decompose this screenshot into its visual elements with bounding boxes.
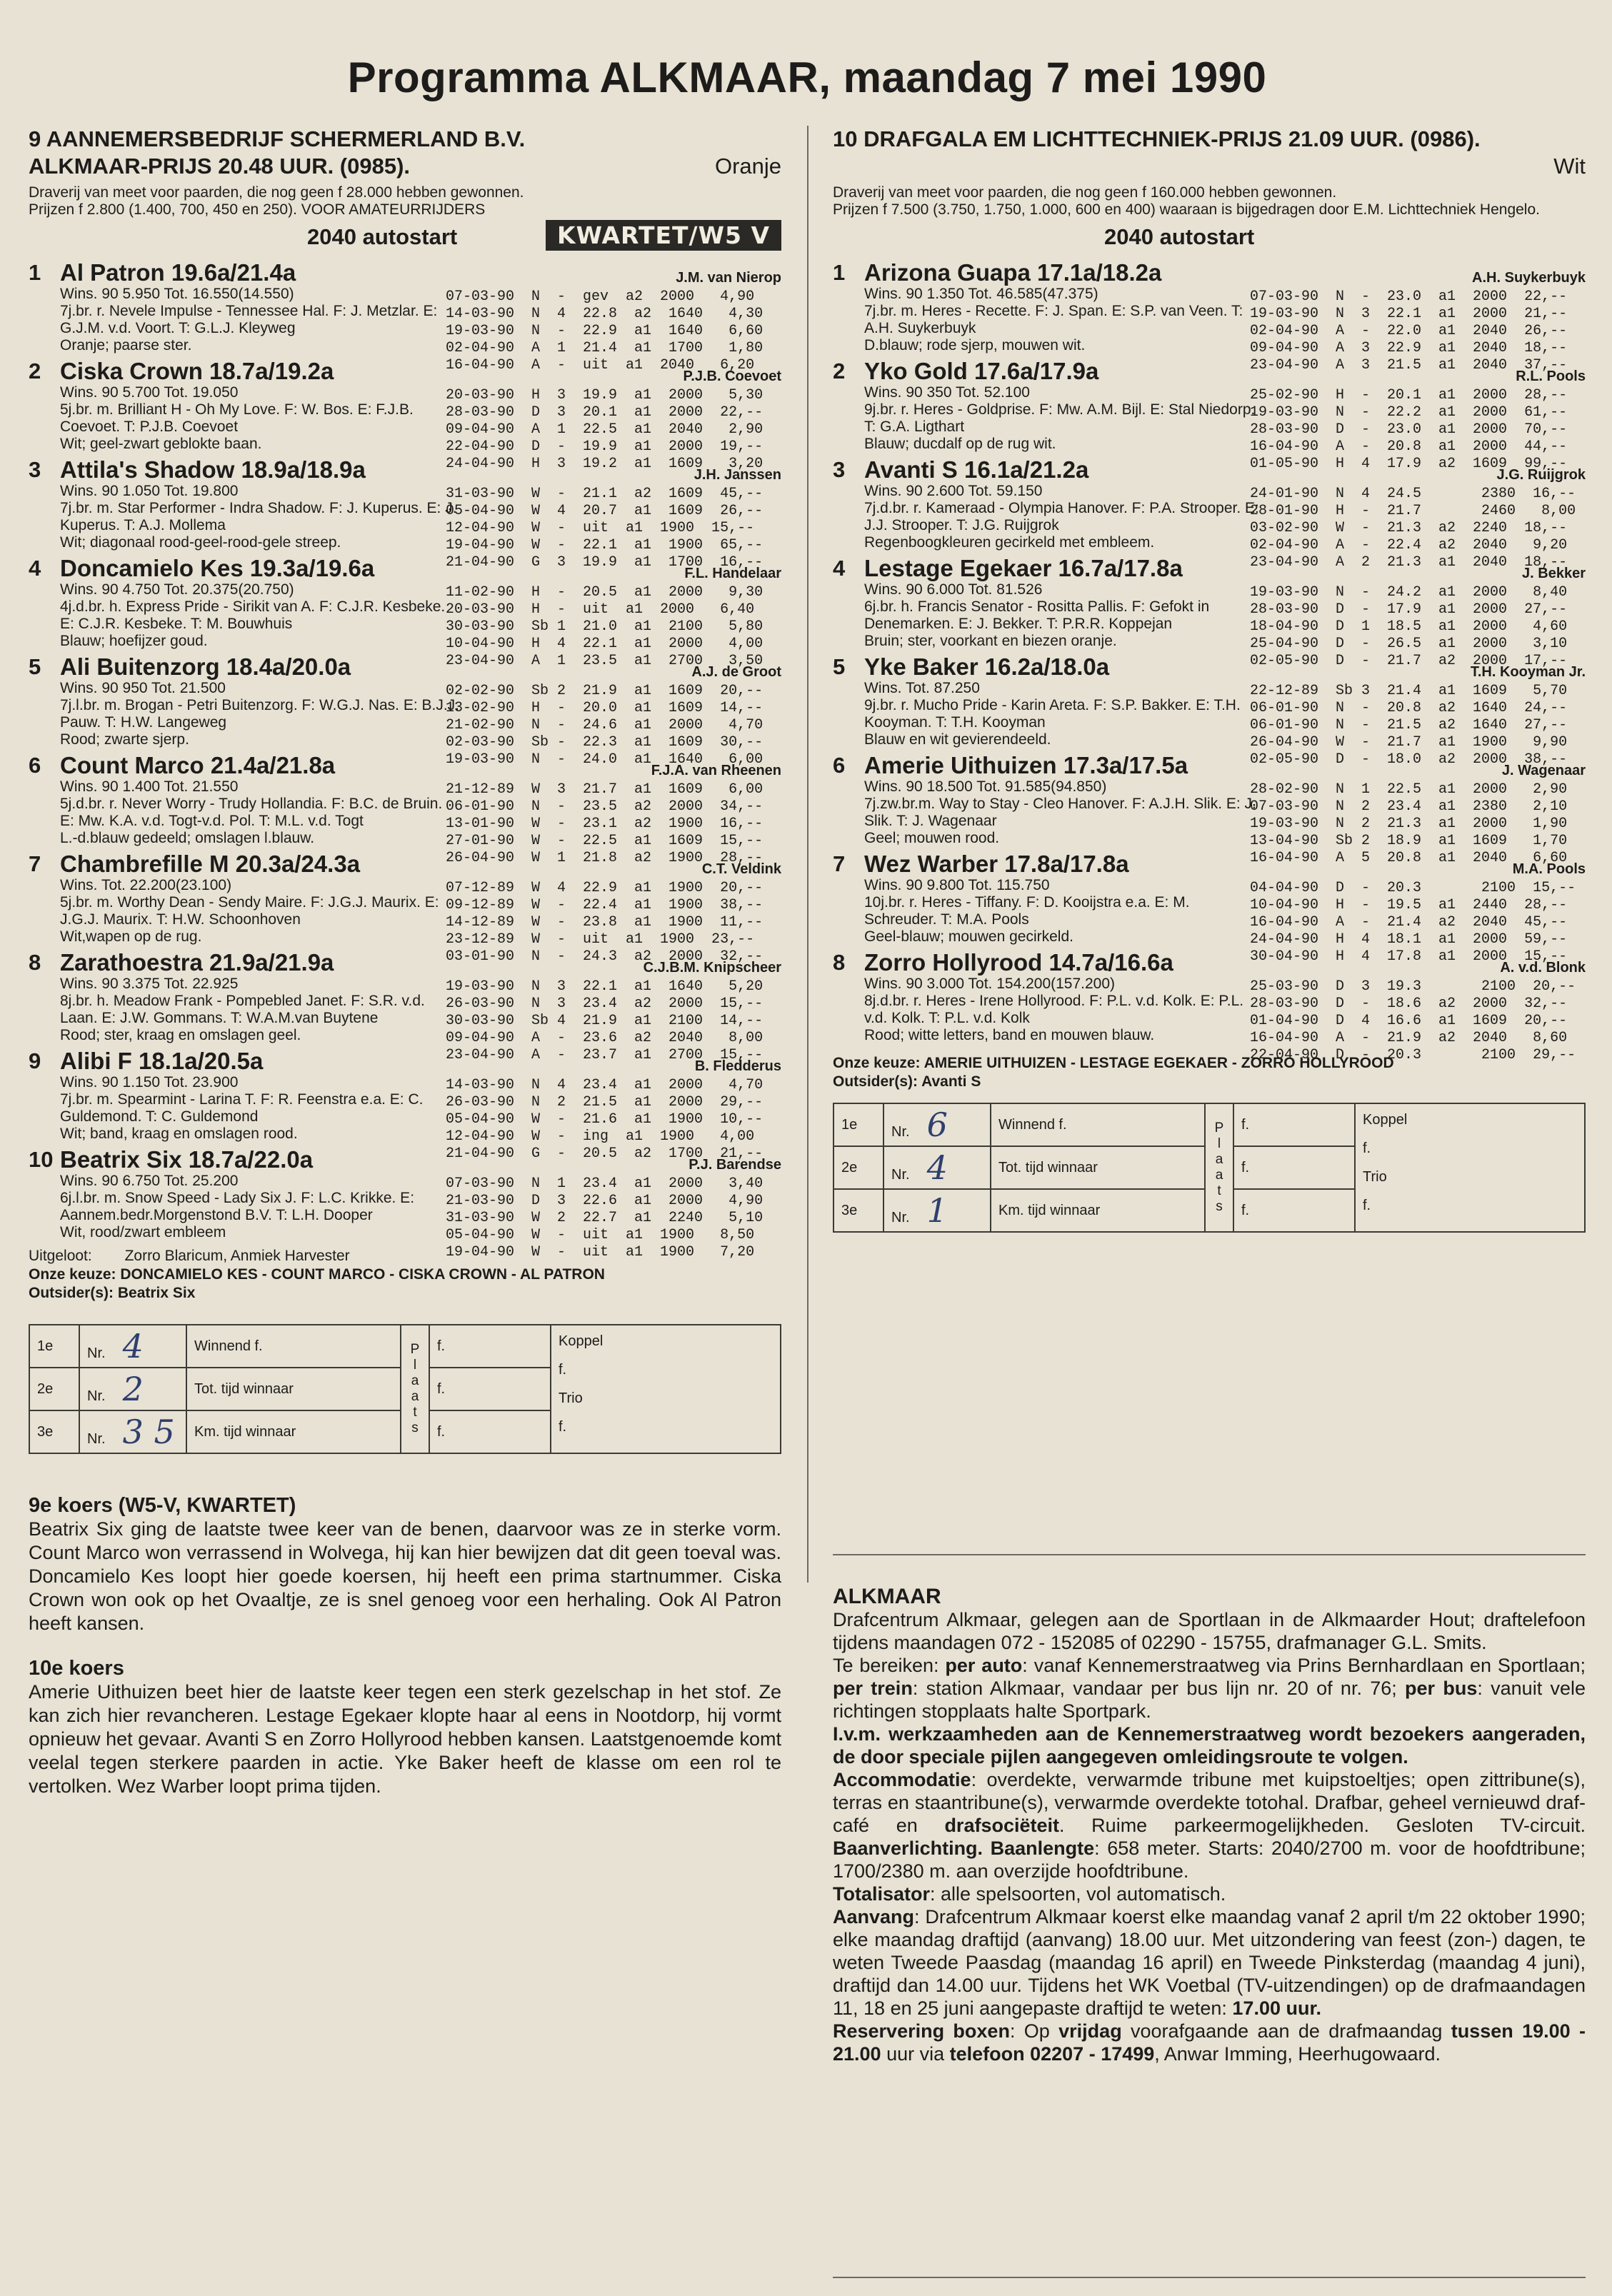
horse-form-table: 19-03-90 N 3 22.1 a1 1640 5,20 26-03-90 N 3 23.4 a2 2000 15,-- 30-03-90 Sb 4 21.9 a1 2100 14,-- 09-04-90 A - 23.6 a2 2040 8,00 23-04-90 A - 23.7 a1 2700 15,-- <box>446 978 764 1063</box>
article-race-9-text: Beatrix Six ging de laatste twee keer van de benen, daarvoor was ze in sterke vorm. Count Marco won verrassend in Wolvega, hij kan hier bewijzen dat dit geen toeval was. Doncamielo Kes loopt hier goede koersen, hij heeft een prima startnummer. Ciska Crown won ook op het Ovaaltje, ze is snel genoeg voor een herhaling. Ook Al Patron heeft kansen. <box>29 1518 781 1634</box>
horse-number: 6 <box>29 753 41 778</box>
race-9-title: 9 AANNEMERSBEDRIJF SCHERMERLAND B.V. <box>29 126 526 151</box>
horse-description: Wins. 90 3.375 Tot. 22.925 8j.br. h. Meadow Frank - Pompebled Janet. F: S.R. v.d. Laan. E: J.W. Gommans. T: W.A.M.van Buytene Rood; ster, kraag en omslagen geel. <box>60 976 425 1043</box>
track-info-p6: Aanvang: Drafcentrum Alkmaar koerst elke maandag vanaf 2 april t/m 22 oktober 1990; elke maandag draftijd (aanvang) 18.00 uur. Met uitzondering van feest (zon-) dagen, te weten Tweede Paasdag (maandag 16 april) en Tweede Pinksterdag (maandag 4 juni), draftijd dan 14.00 uur. Tijdens het WK Voetbal (TV-uitzendingen) op de drafmaandagen 11, 18 en 25 juni aangepaste draftijd te weten: 17.00 uur. <box>833 1906 1586 2019</box>
horse-description: Wins. 90 1.150 Tot. 23.900 7j.br. m. Spearmint - Larina T. F: R. Feenstra e.a. E: C. Guldemond. T: C. Guldemond Wit; band, kraag en omslagen rood. <box>60 1074 424 1142</box>
horse-name: Lestage Egekaer 16.7a/17.8a <box>864 555 1183 581</box>
horse-form-table: 22-12-89 Sb 3 21.4 a1 1609 5,70 06-01-90 N - 20.8 a2 1640 24,-- 06-01-90 N - 21.5 a2 1640 27,-- 26-04-90 W - 21.7 a1 1900 9,90 02-05-90 D - 18.0 a2 2000 38,-- <box>1250 683 1568 768</box>
horse-nr-cell: Nr. 6 <box>883 1103 991 1146</box>
handwritten-number: 4 <box>122 1327 144 1365</box>
horse-name: Doncamielo Kes 19.3a/19.6a <box>60 555 375 581</box>
horse-form-table: 25-02-90 H - 20.1 a1 2000 28,-- 19-03-90 N - 22.2 a1 2000 61,-- 28-03-90 D - 23.0 a1 2000 70,-- 16-04-90 A - 20.8 a1 2000 44,-- 01-05-90 H 4 17.9 a2 1609 99,-- <box>1250 387 1568 472</box>
horse-number: 1 <box>833 260 846 285</box>
horse-description: Wins. 90 2.600 Tot. 59.150 7j.d.br. r. Kameraad - Olympia Hanover. F: P.A. Strooper. E: J.J. Strooper. T: J.G. Ruijgrok Regenboogkleuren gecirkeld met embleem. <box>864 483 1259 551</box>
winner-label: Km. tijd winnaar <box>186 1410 401 1453</box>
race-9-title-line2: ALKMAAR-PRIJS 20.48 UUR. (0985). Oranje <box>29 154 781 179</box>
winner-label: Winnend f. <box>186 1325 401 1368</box>
horse-trainer: C.J.B.M. Knipscheer <box>643 960 781 976</box>
track-info-p4: Accommodatie: overdekte, verwarmde tribune met kuipstoeltjes; open zittribune(s), terras en staantribune(s), verwarmde overdekte totohal. Drafbar, geheel vernieuwd draf-café en drafsociëteit. Ruime parkeermogelijkheden. Gesloten TV-circuit. Baanverlichting. Baanlengte: 658 meter. Starts: 2040/2700 m. voor de hoofdtribune; 1700/2380 m. aan overzijde hoofdtribune. <box>833 1769 1586 1882</box>
kwartet-badge: KWARTET/W5 V <box>546 220 781 251</box>
horse-nr-cell: Nr. 1 <box>883 1189 991 1232</box>
horse-name: Ciska Crown 18.7a/19.2a <box>60 358 334 384</box>
horse-trainer: J.G. Ruijgrok <box>1496 467 1586 483</box>
payout-cell: f. <box>1233 1189 1355 1232</box>
horse-number: 8 <box>29 950 41 975</box>
horse-form-table: 11-02-90 H - 20.5 a1 2000 9,30 20-03-90 H - uit a1 2000 6,40 30-03-90 Sb 1 21.0 a1 2100 5,80 10-04-90 H 4 22.1 a1 2000 4,00 23-04-90 A 1 23.5 a1 2700 3,50 <box>446 584 764 669</box>
horse-name: Arizona Guapa 17.1a/18.2a <box>864 259 1162 286</box>
payout-cell: f. <box>429 1325 551 1368</box>
horse-name: Alibi F 18.1a/20.5a <box>60 1048 264 1074</box>
horse-name: Yke Baker 16.2a/18.0a <box>864 653 1110 680</box>
track-info-p2: Te bereiken: per auto: vanaf Kennemerstraatweg via Prins Bernhardlaan en Sportlaan; per trein: station Alkmaar, vandaar per bus lijn nr. 20 of nr. 76; per bus: vanuit vele richtingen stopplaats halte Sportpark. <box>833 1655 1586 1722</box>
race-10-start: 2040 autostart <box>1104 224 1255 249</box>
horse-form-table: 24-01-90 N 4 24.5 2380 16,-- 28-01-90 H - 21.7 2460 8,00 03-02-90 W - 21.3 a2 2240 18,-- 02-04-90 A - 22.4 a2 2040 9,20 23-04-90 A 2 21.3 a1 2040 18,-- <box>1250 486 1576 571</box>
horse-trainer: R.L. Pools <box>1516 369 1586 384</box>
info-bottom-rule <box>833 2277 1586 2278</box>
horse-trainer: C.T. Veldink <box>701 861 781 877</box>
horse-description: Wins. 90 6.000 Tot. 81.526 6j.br. h. Francis Senator - Rositta Pallis. F: Gefokt in Denemarken. E: J. Bekker. T: P.R.R. Koppejan Bruin; ster, voorkant en biezen oranje. <box>864 581 1210 649</box>
horse-description: Wins. 90 1.050 Tot. 19.800 7j.br. m. Star Performer - Indra Shadow. F: J. Kuperus. E: J. Kuperus. T: A.J. Mollema Wit; diagonaal rood-geel-rood-gele streep. <box>60 483 457 551</box>
horse-form-table: 28-02-90 N 1 22.5 a1 2000 2,90 07-03-90 N 2 23.4 a1 2380 2,10 19-03-90 N 2 21.3 a1 2000 1,90 13-04-90 Sb 2 18.9 a1 1609 1,70 16-04-90 A 5 20.8 a1 2040 6,60 <box>1250 781 1568 866</box>
horse-trainer: A.H. Suykerbuyk <box>1472 270 1586 286</box>
payout-cell: f. <box>1233 1146 1355 1189</box>
race-9-conditions: Draverij van meet voor paarden, die nog geen f 28.000 hebben gewonnen. Prijzen f 2.800 (1.400, 700, 450 en 250). VOOR AMATEURRIJDERS <box>29 184 524 218</box>
horse-form-table: 07-03-90 N - gev a2 2000 4,90 14-03-90 N 4 22.8 a2 1640 4,30 19-03-90 N - 22.9 a1 1640 6,60 02-04-90 A 1 21.4 a1 1700 1,80 16-04-90 A - uit a1 2040 6,20 <box>446 289 764 374</box>
horse-name: Yko Gold 17.6a/17.9a <box>864 358 1099 384</box>
race-10 <box>833 126 1586 1233</box>
horse-number: 2 <box>29 359 41 383</box>
place-label: 1e <box>833 1103 883 1146</box>
horse-trainer: A.J. de Groot <box>691 664 781 680</box>
article-race-10-title: 10e koers <box>29 1657 124 1680</box>
horse-number: 10 <box>29 1147 54 1172</box>
horse-form-table: 07-12-89 W 4 22.9 a1 1900 20,-- 09-12-89 W - 22.4 a1 1900 38,-- 14-12-89 W - 23.8 a1 1900 11,-- 23-12-89 W - uit a1 1900 23,-- 03-01-90 N - 24.3 a2 2000 32,-- <box>446 880 764 965</box>
horse-description: Wins. 90 950 Tot. 21.500 7j.l.br. m. Brogan - Petri Buitenzorg. F: W.G.J. Nas. E: B.J.J. Pauw. T: H.W. Langeweg Rood; zwarte sjerp. <box>60 680 460 748</box>
payout-cell: f. <box>429 1368 551 1410</box>
winner-label: Winnend f. <box>991 1103 1205 1146</box>
race-9-pick: Onze keuze: DONCAMIELO KES - COUNT MARCO - CISKA CROWN - AL PATRON <box>29 1266 605 1283</box>
horse-name: Attila's Shadow 18.9a/18.9a <box>60 456 366 483</box>
race-9-outsider: Outsider(s): Beatrix Six <box>29 1285 196 1301</box>
race-9-heading <box>29 126 781 180</box>
horse-form-table: 21-12-89 W 3 21.7 a1 1609 6,00 06-01-90 N - 23.5 a2 2000 34,-- 13-01-90 W - 23.1 a2 1900 16,-- 27-01-90 W - 22.5 a1 1609 15,-- 26-04-90 W 1 21.8 a2 1900 28,-- <box>446 781 764 866</box>
horse-form-table: 14-03-90 N 4 23.4 a1 2000 4,70 26-03-90 N 2 21.5 a1 2000 29,-- 05-04-90 W - 21.6 a1 1900 10,-- 12-04-90 W - ing a1 1900 4,00 21-04-90 G - 20.5 a2 1700 21,-- <box>446 1077 764 1162</box>
place-label: 3e <box>833 1189 883 1232</box>
handwritten-number: 6 <box>926 1106 948 1144</box>
race-10-pick: Onze keuze: AMERIE UITHUIZEN - LESTAGE EGEKAER - ZORRO HOLLYROOD <box>833 1055 1394 1071</box>
horse-trainer: A. v.d. Blonk <box>1500 960 1586 976</box>
horse-description: Wins. 90 3.000 Tot. 154.200(157.200) 8j.d.br. r. Heres - Irene Hollyrood. F: P.L. v.d. Kolk. E: P.L. v.d. Kolk. T: P.L. v.d. Kolk Rood; witte letters, band en mouwen blauw. <box>864 976 1244 1043</box>
horse-trainer: J. Wagenaar <box>1501 763 1586 778</box>
horse-trainer: F.J.A. van Rheenen <box>651 763 781 778</box>
handwritten-number: 3 5 <box>122 1413 175 1451</box>
horse-trainer: F.L. Handelaar <box>684 566 781 581</box>
race-10-title: 10 DRAFGALA EM LICHTTECHNIEK-PRIJS 21.09 UUR. (0986). <box>833 126 1481 151</box>
horse-nr-cell: Nr. 2 <box>79 1368 186 1410</box>
horse-number: 5 <box>833 654 846 679</box>
race-9-result-table <box>29 1324 781 1454</box>
race-9 <box>29 126 781 1798</box>
newspaper-page <box>29 43 1586 2285</box>
handwritten-number: 1 <box>926 1191 948 1230</box>
horse-number: 4 <box>833 556 846 581</box>
horse-name: Avanti S 16.1a/21.2a <box>864 456 1089 483</box>
horse-form-table: 19-03-90 N - 24.2 a1 2000 8,40 28-03-90 D - 17.9 a1 2000 27,-- 18-04-90 D 1 18.5 a1 2000 4,60 25-04-90 D - 26.5 a1 2000 3,10 02-05-90 D - 21.7 a2 2000 17,-- <box>1250 584 1568 669</box>
horse-number: 5 <box>29 654 41 679</box>
koppel-trio-cell: Koppel f. Trio f. <box>551 1325 781 1453</box>
horse-form-table: 20-03-90 H 3 19.9 a1 2000 5,30 28-03-90 D 3 20.1 a1 2000 22,-- 09-04-90 A 1 22.5 a1 2040 2,90 22-04-90 D - 19.9 a1 2000 19,-- 24-04-90 H 3 19.2 a1 1609 3,20 <box>446 387 764 472</box>
horse-number: 1 <box>29 260 41 285</box>
page-title: Programma ALKMAAR, maandag 7 mei 1990 <box>347 54 1267 101</box>
horse-number: 7 <box>29 851 41 876</box>
horse-trainer: B. Fledderus <box>694 1058 781 1074</box>
horse-description: Wins. 90 1.350 Tot. 46.585(47.375) 7j.br. m. Heres - Recette. F: J. Span. E: S.P. van Veen. T: A.H. Suykerbuyk D.blauw; rode sjerp, mouwen wit. <box>864 286 1243 354</box>
track-info-p7: Reservering boxen: Op vrijdag voorafgaande aan de drafmaandag tussen 19.00 - 21.00 uur via telefoon 02207 - 17499, Anwar Imming, Heerhugowaard. <box>833 2020 1586 2065</box>
result-row <box>833 1103 1585 1146</box>
horse-name: Amerie Uithuizen 17.3a/17.5a <box>864 752 1188 778</box>
article-race-10-text: Amerie Uithuizen beet hier de laatste keer tegen een sterk gezelschap in het stof. Ze kan zich hier revancheren. Lestage Egekaer klopte haar al eens in Nootdorp, hij vormt opnieuw het gevaar. Avanti S en Zorro Hollyrood hebben kansen. Laatstgenoemde komt veelal tegen sterkere paarden in actie. Yke Baker heeft de klasse om een rol te vertolken. Wez Warber loopt prima tijden. <box>29 1681 781 1797</box>
place-label: 3e <box>29 1410 79 1453</box>
info-top-rule <box>833 1554 1586 1555</box>
track-info-p1: Drafcentrum Alkmaar, gelegen aan de Sportlaan in de Alkmaarder Hout; draftelefoon tijdens maandagen 072 - 152085 of 02290 - 15755, drafmanager G.L. Smits. <box>833 1609 1586 1653</box>
race-9-color: Oranje <box>714 154 781 179</box>
plaats-label: P l a a t s <box>401 1325 429 1453</box>
place-label: 2e <box>29 1368 79 1410</box>
horse-trainer: P.J.B. Coevoet <box>683 369 781 384</box>
horse-trainer: M.A. Pools <box>1512 861 1586 877</box>
horse-description: Wins. 90 4.750 Tot. 20.375(20.750) 4j.d.br. h. Express Pride - Sirikit van A. F: C.J.R. Kesbeke. E: C.J.R. Kesbeke. T: M. Bouwhuis Blauw; hoefijzer goud. <box>60 581 446 649</box>
race-10-outsider: Outsider(s): Avanti S <box>833 1073 981 1090</box>
horse-name: Zorro Hollyrood 14.7a/16.6a <box>864 949 1173 976</box>
horse-nr-cell: Nr. 3 5 <box>79 1410 186 1453</box>
race-9-withdrawn: Uitgeloot: Zorro Blaricum, Anmiek Harvester <box>29 1248 350 1264</box>
race-9-start: 2040 autostart KWARTET/W5 V <box>29 224 781 256</box>
horse-name: Beatrix Six 18.7a/22.0a <box>60 1146 314 1173</box>
horse-name: Al Patron 19.6a/21.4a <box>60 259 296 286</box>
horse-description: Wins. 90 1.400 Tot. 21.550 5j.d.br. r. Never Worry - Trudy Hollandia. F: B.C. de Bruin. E: Mw. K.A. v.d. Togt-v.d. Pol. T: M.L. v.d. Togt L.-d.blauw gedeeld; omslagen l.blauw. <box>60 778 443 846</box>
result-row <box>29 1325 781 1368</box>
horse-form-table: 07-03-90 N 1 23.4 a1 2000 3,40 21-03-90 D 3 22.6 a1 2000 4,90 31-03-90 W 2 22.7 a1 2240 5,10 05-04-90 W - uit a1 1900 8,50 19-04-90 W - uit a1 1900 7,20 <box>446 1175 764 1260</box>
handwritten-number: 2 <box>122 1370 144 1408</box>
horse-number: 3 <box>29 457 41 482</box>
payout-cell: f. <box>429 1410 551 1453</box>
horse-description: Wins. 90 5.700 Tot. 19.050 5j.br. m. Brilliant H - Oh My Love. F: W. Bos. E: F.J.B. Coevoet. T: P.J.B. Coevoet Wit; geel-zwart geblokte baan. <box>60 384 414 452</box>
plaats-label: P l a a t s <box>1205 1103 1233 1232</box>
horse-number: 6 <box>833 753 846 778</box>
horse-description: Wins. 90 350 Tot. 52.100 9j.br. r. Heres - Goldprise. F: Mw. A.M. Bijl. E: Stal Niedorp. T: G.A. Ligthart Blauw; ducdalf op de rug wit. <box>864 384 1256 452</box>
horse-description: Wins. 90 6.750 Tot. 25.200 6j.l.br. m. Snow Speed - Lady Six J. F: L.C. Krikke. E: Aannem.bedr.Morgenstond B.V. T: L.H. Dooper Wit, rood/zwart embleem <box>60 1173 415 1240</box>
koppel-trio-cell: Koppel f. Trio f. <box>1355 1103 1585 1232</box>
horse-number: 9 <box>29 1048 41 1073</box>
result-grid <box>29 1324 781 1454</box>
horse-number: 8 <box>833 950 846 975</box>
column-divider <box>807 126 808 1583</box>
payout-cell: f. <box>1233 1103 1355 1146</box>
track-info-p5: Totalisator: alle spelsoorten, vol automatisch. <box>833 1883 1226 1905</box>
place-label: 1e <box>29 1325 79 1368</box>
winner-label: Tot. tijd winnaar <box>186 1368 401 1410</box>
result-grid <box>833 1103 1586 1233</box>
race-10-heading <box>833 126 1586 180</box>
horse-trainer: J.H. Janssen <box>694 467 781 483</box>
horse-name: Ali Buitenzorg 18.4a/20.0a <box>60 653 351 680</box>
race-10-color: Wit <box>1553 154 1586 179</box>
horse-nr-cell: Nr. 4 <box>79 1325 186 1368</box>
horse-trainer: T.H. Kooyman Jr. <box>1470 664 1586 680</box>
horse-form-table: 07-03-90 N - 23.0 a1 2000 22,-- 19-03-90 N 3 22.1 a1 2000 21,-- 02-04-90 A - 22.0 a1 2040 26,-- 09-04-90 A 3 22.9 a1 2040 18,-- 23-04-90 A 3 21.5 a1 2040 37,-- <box>1250 289 1568 374</box>
horse-description: Wins. Tot. 22.200(23.100) 5j.br. m. Worthy Dean - Sendy Maire. F: J.G.J. Maurix. E: J.G.J. Maurix. T: H.W. Schoonhoven Wit,wapen op de rug. <box>60 877 439 945</box>
horse-name: Chambrefille M 20.3a/24.3a <box>60 851 361 877</box>
horse-name: Wez Warber 17.8a/17.8a <box>864 851 1129 877</box>
horse-number: 2 <box>833 359 846 383</box>
horse-description: Wins. Tot. 87.250 9j.br. r. Mucho Pride - Karin Areta. F: S.P. Bakker. E: T.H. Kooyman. T: T.H. Kooyman Blauw en wit gevierendeeld. <box>864 680 1241 748</box>
track-info <box>833 1585 1586 2065</box>
horse-trainer: P.J. Barendse <box>689 1157 781 1173</box>
article-race-9 <box>29 1494 781 1635</box>
horse-trainer: J. Bekker <box>1522 566 1586 581</box>
horse-number: 3 <box>833 457 846 482</box>
horse-form-table: 02-02-90 Sb 2 21.9 a1 1609 20,-- 13-02-90 H - 20.0 a1 1609 14,-- 21-02-90 N - 24.6 a1 2000 4,70 02-03-90 Sb - 22.3 a1 1609 30,-- 19-03-90 N - 24.0 a1 1640 6,00 <box>446 683 764 768</box>
race-10-conditions: Draverij van meet voor paarden, die nog geen f 160.000 hebben gewonnen. Prijzen f 7.500 (3.750, 1.750, 1.000, 600 en 400) waaraan is bijgedragen door E.M. Lichttechniek Hengelo. <box>833 184 1540 218</box>
horse-nr-cell: Nr. 4 <box>883 1146 991 1189</box>
article-race-9-title: 9e koers (W5-V, KWARTET) <box>29 1494 296 1517</box>
horse-form-table: 25-03-90 D 3 19.3 2100 20,-- 28-03-90 D - 18.6 a2 2000 32,-- 01-04-90 D 4 16.6 a1 1609 20,-- 16-04-90 A - 21.9 a2 2040 8,60 22-04-90 D - 20.3 2100 29,-- <box>1250 978 1576 1063</box>
race-10-result-table <box>833 1103 1586 1233</box>
winner-label: Tot. tijd winnaar <box>991 1146 1205 1189</box>
horse-description: Wins. 90 18.500 Tot. 91.585(94.850) 7j.zw.br.m. Way to Stay - Cleo Hanover. F: A.J.H. Slik. E: J. Slik. T: J. Wagenaar Geel; mouwen rood. <box>864 778 1256 846</box>
horse-trainer: J.M. van Nierop <box>676 270 781 286</box>
horse-description: Wins. 90 9.800 Tot. 115.750 10j.br. r. Heres - Tiffany. F: D. Kooijstra e.a. E: M. Schreuder. T: M.A. Pools Geel-blauw; mouwen gecirkeld. <box>864 877 1190 945</box>
horse-name: Count Marco 21.4a/21.8a <box>60 752 336 778</box>
horse-name: Zarathoestra 21.9a/21.9a <box>60 949 334 976</box>
horse-number: 7 <box>833 851 846 876</box>
handwritten-number: 4 <box>926 1148 948 1187</box>
horse-description: Wins. 90 5.950 Tot. 16.550(14.550) 7j.br. r. Nevele Impulse - Tennessee Hal. F: J. Metzlar. E: G.J.M. v.d. Voort. T: G.L.J. Kleyweg Oranje; paarse ster. <box>60 286 438 354</box>
winner-label: Km. tijd winnaar <box>991 1189 1205 1232</box>
horse-form-table: 31-03-90 W - 21.1 a2 1609 45,-- 05-04-90 W 4 20.7 a1 1609 26,-- 12-04-90 W - uit a1 1900 15,-- 19-04-90 W - 22.1 a1 1900 65,-- 21-04-90 G 3 19.9 a1 1700 16,-- <box>446 486 764 571</box>
track-info-title: ALKMAAR <box>833 1585 941 1608</box>
track-info-p3: I.v.m. werkzaamheden aan de Kennemerstraatweg wordt bezoekers aangeraden, de door speciale pijlen aangegeven omleidingsroute te volgen. <box>833 1723 1586 1768</box>
horse-form-table: 04-04-90 D - 20.3 2100 15,-- 10-04-90 H - 19.5 a1 2440 28,-- 16-04-90 A - 21.4 a2 2040 45,-- 24-04-90 H 4 18.1 a1 2000 59,-- 30-04-90 H 4 17.8 a1 2000 15,-- <box>1250 880 1576 965</box>
horse-number: 4 <box>29 556 41 581</box>
place-label: 2e <box>833 1146 883 1189</box>
article-race-10 <box>29 1657 781 1798</box>
